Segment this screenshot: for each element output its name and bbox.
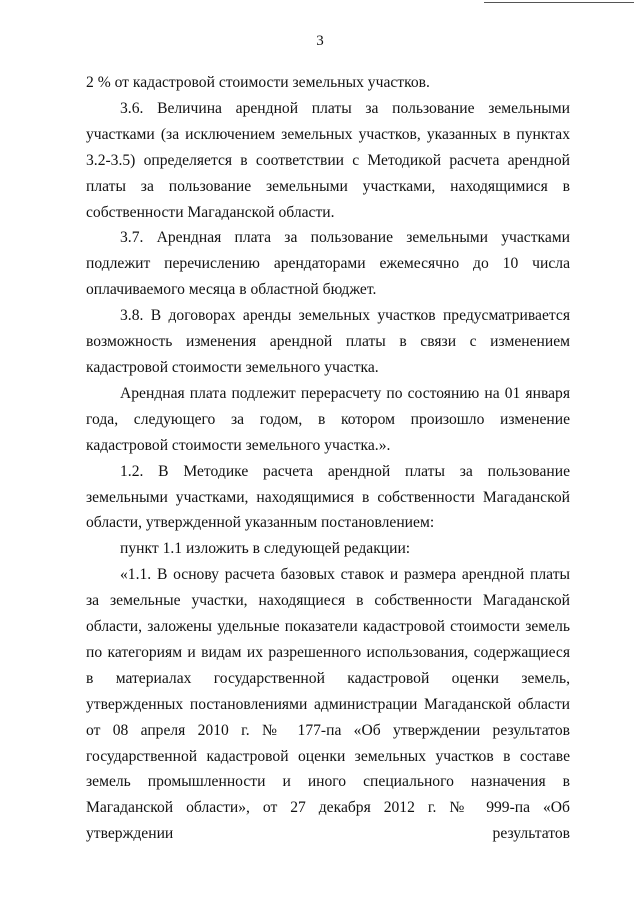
page-number: 3 [316,33,324,49]
paragraph-3-8: 3.8. В договорах аренды земельных участков предусматривается возможность изменения арендной платы в связи с изменением кадастровой стоимости земельного участка. [86,307,570,376]
document-body [86,70,570,847]
paragraph-item-1-1-intro: пункт 1.1 изложить в следующей редакции: [120,540,411,558]
paragraph-1-2: 1.2. В Методике расчета арендной платы за пользование земельными участками, находящимися в собственности Магаданской области, утвержденной указанным постановлением: [86,462,570,532]
paragraph-item-1-1: «1.1. В основу расчета базовых ставок и размера арендной платы за земельные участки, находящиеся в собственности Магаданской области, заложены удельные показатели кадастровой стоимости земель по категориям и видам их разрешенного использования, содержащиеся в материалах государственной кадастровой оценки земель, утвержденных постановлениями администрации Магаданской области от 08 апреля 2010 г. № 177-па «Об утверждении результатов государственной кадастровой оценки земельных участков в составе земель промышленности и иного специального назначения в Магаданской области», от 27 декабря 2012 г. № 999-па «Об утверждении результатов [86,566,570,843]
paragraph-recalculation: Арендная плата подлежит перерасчету по состоянию на 01 января года, следующего за годом, в котором произошло изменение кадастровой стоимости земельного участка.». [86,384,570,454]
paragraph-continuation: 2 % от кадастровой стоимости земельных участков. [86,74,430,91]
paragraph-3-6: 3.6. Величина арендной платы за пользование земельными участками (за исключением земельных участков, указанных в пунктах 3.2-3.5) определяется в соответствии с Методикой расчета арендной платы за пользование земельными участками, находящимися в собственности Магаданской области. [86,99,570,221]
header-rule [484,2,634,3]
paragraph-3-7: 3.7. Арендная плата за пользование земельными участками подлежит перечислению арендаторами ежемесячно до 10 числа оплачиваемого месяца в областной бюджет. [86,229,570,299]
